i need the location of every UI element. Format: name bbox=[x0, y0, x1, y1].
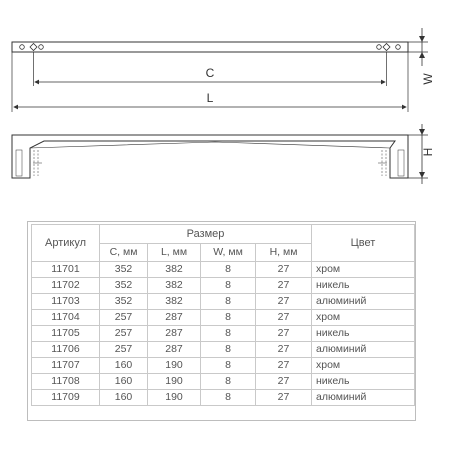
cell-l: 382 bbox=[148, 294, 201, 310]
cell-c: 160 bbox=[100, 390, 148, 406]
cell-w: 8 bbox=[201, 358, 256, 374]
cell-article: 11704 bbox=[32, 310, 100, 326]
dimension-c-label: C bbox=[205, 66, 215, 80]
cell-l: 287 bbox=[148, 342, 201, 358]
table-row bbox=[32, 294, 415, 310]
cell-color: никель bbox=[312, 374, 415, 390]
header-color: Цвет bbox=[312, 225, 415, 262]
header-unit-l: L, мм bbox=[148, 244, 201, 262]
mount-slot-right bbox=[383, 44, 390, 51]
cell-l: 190 bbox=[148, 358, 201, 374]
cell-article: 11705 bbox=[32, 326, 100, 342]
table-row bbox=[32, 374, 415, 390]
cell-c: 352 bbox=[100, 294, 148, 310]
cell-l: 190 bbox=[148, 390, 201, 406]
cell-l: 382 bbox=[148, 262, 201, 278]
cell-c: 257 bbox=[100, 342, 148, 358]
handle-top-outline bbox=[12, 42, 408, 52]
cell-l: 287 bbox=[148, 310, 201, 326]
mount-hole-right-2 bbox=[396, 45, 401, 50]
cell-article: 11701 bbox=[32, 262, 100, 278]
cell-c: 352 bbox=[100, 262, 148, 278]
cell-w: 8 bbox=[201, 262, 256, 278]
cell-h: 27 bbox=[256, 310, 312, 326]
cell-color: хром bbox=[312, 262, 415, 278]
dimension-l-label: L bbox=[206, 91, 214, 105]
table-row bbox=[32, 278, 415, 294]
cell-h: 27 bbox=[256, 342, 312, 358]
cell-h: 27 bbox=[256, 326, 312, 342]
cell-c: 257 bbox=[100, 310, 148, 326]
table-row bbox=[32, 342, 415, 358]
cell-w: 8 bbox=[201, 342, 256, 358]
technical-drawing bbox=[0, 0, 450, 200]
cell-w: 8 bbox=[201, 374, 256, 390]
cell-h: 27 bbox=[256, 358, 312, 374]
cell-l: 190 bbox=[148, 374, 201, 390]
table-row bbox=[32, 390, 415, 406]
cell-color: хром bbox=[312, 310, 415, 326]
cell-article: 11707 bbox=[32, 358, 100, 374]
cell-l: 382 bbox=[148, 278, 201, 294]
cell-color: алюминий bbox=[312, 294, 415, 310]
cell-color: алюминий bbox=[312, 342, 415, 358]
header-unit-w: W, мм bbox=[201, 244, 256, 262]
header-unit-h: H, мм bbox=[256, 244, 312, 262]
side-view bbox=[12, 124, 435, 184]
cell-c: 160 bbox=[100, 374, 148, 390]
cell-color: алюминий bbox=[312, 390, 415, 406]
cell-w: 8 bbox=[201, 294, 256, 310]
cell-h: 27 bbox=[256, 390, 312, 406]
cell-c: 352 bbox=[100, 278, 148, 294]
table-row bbox=[32, 310, 415, 326]
header-article: Артикул bbox=[32, 225, 100, 262]
cell-color: никель bbox=[312, 278, 415, 294]
cell-c: 160 bbox=[100, 358, 148, 374]
cell-h: 27 bbox=[256, 374, 312, 390]
table-row bbox=[32, 262, 415, 278]
header-size: Размер bbox=[100, 225, 312, 244]
header-unit-c: C, мм bbox=[100, 244, 148, 262]
cell-h: 27 bbox=[256, 294, 312, 310]
dimension-w-label: W bbox=[421, 73, 435, 85]
cell-article: 11703 bbox=[32, 294, 100, 310]
spec-table bbox=[31, 224, 415, 406]
cell-l: 287 bbox=[148, 326, 201, 342]
cell-article: 11702 bbox=[32, 278, 100, 294]
cell-color: никель bbox=[312, 326, 415, 342]
cell-color: хром bbox=[312, 358, 415, 374]
cell-w: 8 bbox=[201, 278, 256, 294]
dimension-h-label: H bbox=[421, 147, 435, 157]
cell-article: 11709 bbox=[32, 390, 100, 406]
cell-c: 257 bbox=[100, 326, 148, 342]
cell-w: 8 bbox=[201, 390, 256, 406]
mount-hole-left-1 bbox=[20, 45, 25, 50]
table-row bbox=[32, 358, 415, 374]
cell-h: 27 bbox=[256, 262, 312, 278]
table-row bbox=[32, 326, 415, 342]
mount-slot-left bbox=[30, 44, 37, 51]
handle-side-outline bbox=[12, 135, 408, 178]
cell-h: 27 bbox=[256, 278, 312, 294]
top-view bbox=[12, 28, 435, 112]
cell-article: 11706 bbox=[32, 342, 100, 358]
table-body bbox=[32, 262, 415, 406]
cell-w: 8 bbox=[201, 310, 256, 326]
mount-hole-right-1 bbox=[377, 45, 382, 50]
cell-article: 11708 bbox=[32, 374, 100, 390]
table-header-row bbox=[32, 225, 415, 244]
mount-hole-left-2 bbox=[39, 45, 44, 50]
cell-w: 8 bbox=[201, 326, 256, 342]
